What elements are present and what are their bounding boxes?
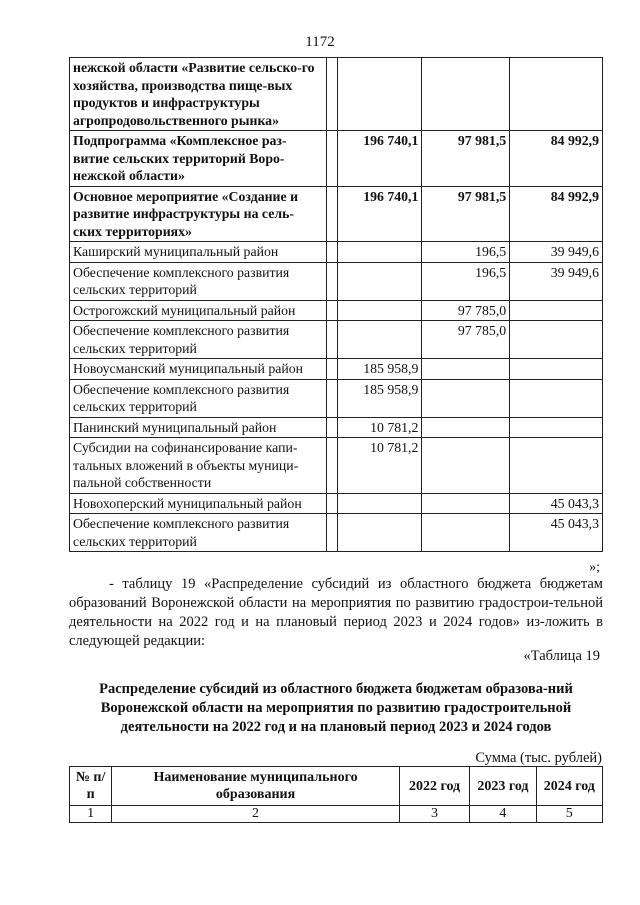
row-spacer (326, 262, 337, 300)
row-value-2024: 39 949,6 (510, 242, 603, 263)
row-value-2022 (337, 493, 422, 514)
row-value-2023: 97 785,0 (422, 300, 510, 321)
row-spacer (326, 131, 337, 187)
amendment-paragraph-text: - таблицу 19 «Распределение субсидий из областного бюджета бюджетам образований Воронежской области на мероприятия по развитию градострои-тельной деятельности на 2022 год и на плановый период 2023 и 2024 годов» из-ложить в следующей редакции: (69, 576, 603, 649)
upper-table-body (70, 58, 603, 552)
row-value-2023 (422, 379, 510, 417)
upper-subsidy-table (69, 57, 603, 552)
row-name: Обеспечение комплексного развития сельских территорий (70, 379, 327, 417)
table-row (70, 131, 603, 187)
table-row (70, 417, 603, 438)
header-number: № п/п (70, 767, 112, 806)
row-value-2023: 97 785,0 (422, 321, 510, 359)
row-value-2023 (422, 359, 510, 380)
row-name: Острогожский муниципальный район (70, 300, 327, 321)
col-number-2: 2 (112, 806, 400, 823)
row-spacer (326, 514, 337, 552)
table-row (70, 186, 603, 242)
row-value-2024 (510, 417, 603, 438)
table-row (70, 300, 603, 321)
row-name: Панинский муниципальный район (70, 417, 327, 438)
row-value-2023: 196,5 (422, 262, 510, 300)
table-row (70, 262, 603, 300)
row-spacer (326, 321, 337, 359)
row-name: Подпрограмма «Комплексное раз-витие сельских территорий Воро-нежской области» (70, 131, 327, 187)
header-2022: 2022 год (399, 767, 469, 806)
row-name: нежской области «Развитие сельско-го хозяйства, производства пище-вых продуктов и инфраструктуры агропродовольственного рынка» (70, 58, 327, 131)
row-value-2024: 84 992,9 (510, 131, 603, 187)
row-name: Каширский муниципальный район (70, 242, 327, 263)
row-spacer (326, 417, 337, 438)
table-row (70, 359, 603, 380)
lower-table-numbers-row (70, 806, 603, 823)
row-name: Обеспечение комплексного развития сельских территорий (70, 262, 327, 300)
row-value-2024: 39 949,6 (510, 262, 603, 300)
header-2024: 2024 год (536, 767, 602, 806)
row-spacer (326, 359, 337, 380)
row-value-2022 (337, 514, 422, 552)
row-spacer (326, 300, 337, 321)
row-value-2024 (510, 379, 603, 417)
table-row (70, 493, 603, 514)
row-name: Новоусманский муниципальный район (70, 359, 327, 380)
row-value-2022: 196 740,1 (337, 186, 422, 242)
header-municipality: Наименование муниципального образования (112, 767, 400, 806)
closing-quote-mark: »; (589, 560, 600, 575)
table-heading: Распределение субсидий из областного бюджета бюджетам образова-ний Воронежской области на мероприятия по развитию градостроительной деятельности на 2022 год и на плановый период 2023 и 2024 годов (99, 681, 573, 735)
row-value-2024: 45 043,3 (510, 493, 603, 514)
row-spacer (326, 493, 337, 514)
row-name: Новохоперский муниципальный район (70, 493, 327, 514)
row-value-2024 (510, 321, 603, 359)
row-value-2024: 84 992,9 (510, 186, 603, 242)
row-value-2022 (337, 242, 422, 263)
row-spacer (326, 58, 337, 131)
row-value-2023: 97 981,5 (422, 186, 510, 242)
table-row (70, 242, 603, 263)
header-2023: 2023 год (470, 767, 536, 806)
row-name: Основное мероприятие «Создание и развитие инфраструктуры на сель-ских территориях» (70, 186, 327, 242)
row-spacer (326, 242, 337, 263)
row-name: Обеспечение комплексного развития сельских территорий (70, 514, 327, 552)
row-value-2024 (510, 438, 603, 494)
table-row (70, 321, 603, 359)
col-number-3: 3 (399, 806, 469, 823)
lower-subsidy-table (69, 766, 603, 823)
col-number-5: 5 (536, 806, 602, 823)
row-value-2022: 196 740,1 (337, 131, 422, 187)
row-value-2023: 97 981,5 (422, 131, 510, 187)
row-value-2023 (422, 58, 510, 131)
table-reference: «Таблица 19 (523, 648, 600, 664)
row-name: Обеспечение комплексного развития сельских территорий (70, 321, 327, 359)
row-value-2023: 196,5 (422, 242, 510, 263)
row-value-2022: 10 781,2 (337, 438, 422, 494)
row-name: Субсидии на софинансирование капи-тальных вложений в объекты муници-пальной собственности (70, 438, 327, 494)
table-row (70, 58, 603, 131)
row-spacer (326, 438, 337, 494)
row-value-2022 (337, 58, 422, 131)
table-row (70, 438, 603, 494)
row-value-2022: 10 781,2 (337, 417, 422, 438)
row-value-2023 (422, 438, 510, 494)
row-value-2022: 185 958,9 (337, 379, 422, 417)
row-spacer (326, 379, 337, 417)
table-row (70, 514, 603, 552)
table-row (70, 379, 603, 417)
row-value-2022 (337, 300, 422, 321)
row-value-2022 (337, 321, 422, 359)
row-value-2022 (337, 262, 422, 300)
col-number-1: 1 (70, 806, 112, 823)
row-value-2022: 185 958,9 (337, 359, 422, 380)
row-value-2023 (422, 493, 510, 514)
amendment-paragraph (69, 575, 603, 651)
row-value-2024: 45 043,3 (510, 514, 603, 552)
units-label: Сумма (тыс. рублей) (475, 750, 602, 766)
row-value-2023 (422, 417, 510, 438)
row-spacer (326, 186, 337, 242)
row-value-2024 (510, 300, 603, 321)
col-number-4: 4 (470, 806, 536, 823)
row-value-2024 (510, 58, 603, 131)
row-value-2024 (510, 359, 603, 380)
row-value-2023 (422, 514, 510, 552)
page-number: 1172 (305, 34, 335, 50)
lower-table-header-row (70, 767, 603, 806)
